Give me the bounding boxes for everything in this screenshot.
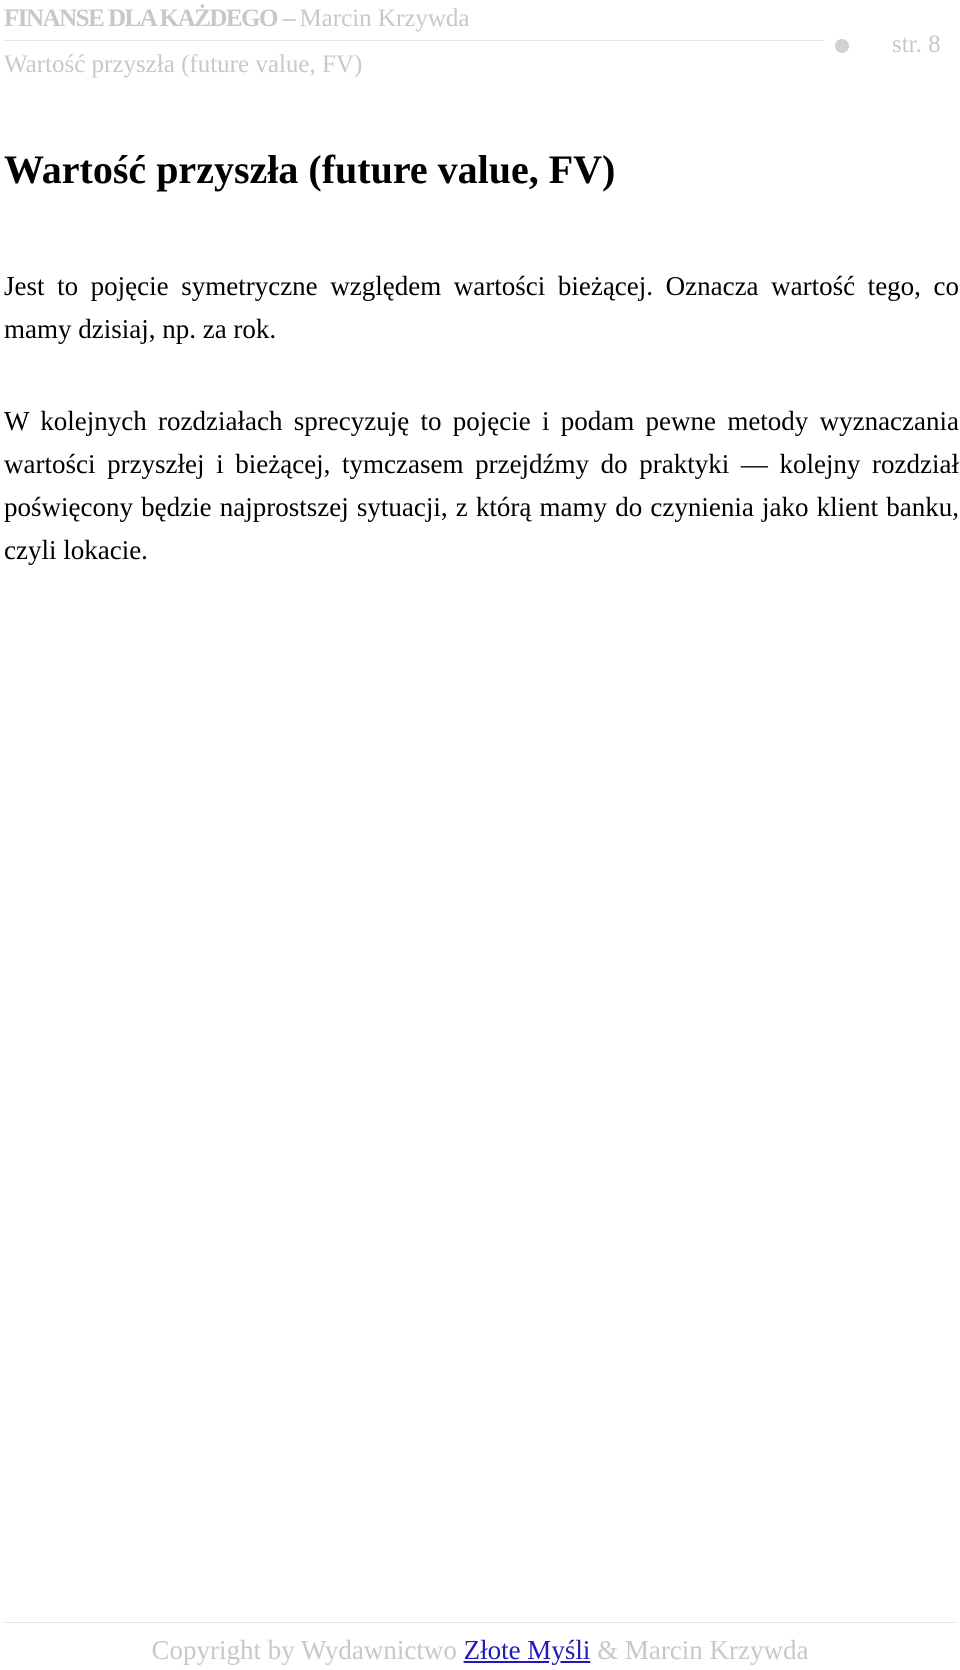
paragraph-intro: Jest to pojęcie symetryczne względem wartości bieżącej. Oznacza wartość tego, co mamy dzisiaj, np. za rok. <box>4 271 959 344</box>
bullet-icon <box>835 39 849 53</box>
header-chapter-title: Wartość przyszła (future value, FV) <box>4 51 363 78</box>
footer-copyright-suffix: & Marcin Krzywda <box>597 1635 809 1665</box>
header-book-line <box>4 4 470 34</box>
footer-divider <box>4 1622 956 1623</box>
header-book-title: FINANSE DLA KAŻDEGO <box>4 5 277 32</box>
page-header <box>0 0 960 90</box>
page-footer <box>0 1634 960 1666</box>
publisher-link[interactable]: Złote Myśli <box>463 1635 591 1665</box>
footer-copyright-prefix: Copyright by Wydawnictwo <box>151 1635 457 1665</box>
section-title: Wartość przyszła (future value, FV) <box>4 147 616 192</box>
header-divider <box>4 40 824 41</box>
page-number: str. 8 <box>892 31 941 58</box>
header-author: Marcin Krzywda <box>299 5 470 32</box>
header-dash: – <box>282 5 296 32</box>
paragraph-next-chapters: W kolejnych rozdziałach sprecyzuję to pojęcie i podam pewne metody wyznaczania wartości przyszłej i bieżącej, tymczasem przejdźmy do praktyki — kolejny rozdział poświęcony będzie najprostszej sytuacji, z którą mamy do czynienia jako klient banku, czyli lokacie. <box>4 406 959 565</box>
section-body <box>4 265 959 572</box>
